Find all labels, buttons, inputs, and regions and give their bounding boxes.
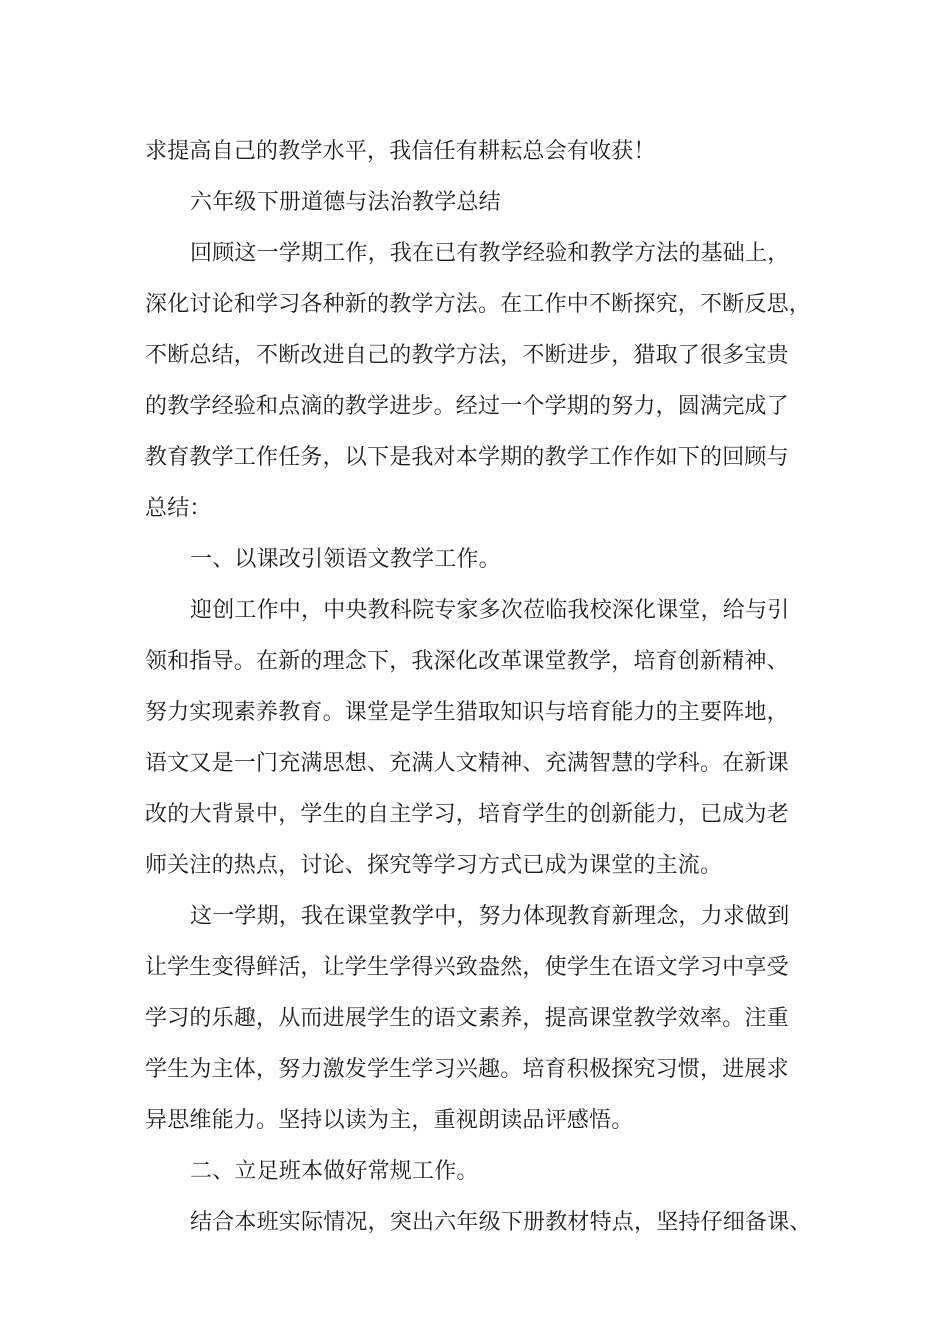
section-heading: 二、立足班本做好常规工作。	[190, 1159, 479, 1184]
text-line: 的教学经验和点滴的教学进步。经过一个学期的努力，圆满完成了	[145, 394, 789, 419]
text-line: 不断总结，不断改进自己的教学方法，不断进步，猎取了很多宝贵	[145, 343, 789, 368]
text-line: 总结：	[145, 496, 212, 521]
text-line: 迎创工作中，中央教科院专家多次莅临我校深化课堂，给与引	[190, 598, 790, 623]
section-title: 六年级下册道德与法治教学总结	[190, 190, 501, 215]
text-line: 师关注的热点，讨论、探究等学习方式已成为课堂的主流。	[145, 853, 723, 878]
text-line: 深化讨论和学习各种新的教学方法。在工作中不断探究，不断反思，	[145, 292, 812, 317]
text-line: 改的大背景中，学生的自主学习，培育学生的创新能力，已成为老	[145, 802, 789, 827]
text-line: 努力实现素养教育。课堂是学生猎取知识与培育能力的主要阵地，	[145, 700, 789, 725]
text-line: 教育教学工作任务，以下是我对本学期的教学工作作如下的回顾与	[145, 445, 789, 470]
text-line: 让学生变得鲜活，让学生学得兴致盎然，使学生在语文学习中享受	[145, 955, 789, 980]
text-line: 学生为主体，努力激发学生学习兴趣。培育积极探究习惯，进展求	[145, 1057, 789, 1082]
text-line: 学习的乐趣，从而进展学生的语文素养，提高课堂教学效率。注重	[145, 1006, 789, 1031]
section-heading: 一、以课改引领语文教学工作。	[190, 547, 501, 572]
text-line: 语文又是一门充满思想、充满人文精神、充满智慧的学科。在新课	[145, 751, 789, 776]
text-line: 异思维能力。坚持以读为主，重视朗读品评感悟。	[145, 1108, 634, 1133]
text-line: 回顾这一学期工作，我在已有教学经验和教学方法的基础上，	[190, 241, 790, 266]
text-line: 这一学期，我在课堂教学中，努力体现教育新理念，力求做到	[190, 904, 790, 929]
text-line: 结合本班实际情况，突出六年级下册教材特点，坚持仔细备课、	[190, 1210, 812, 1235]
text-line: 领和指导。在新的理念下，我深化改革课堂教学，培育创新精神、	[145, 649, 789, 674]
text-line: 求提高自己的教学水平，我信任有耕耘总会有收获！	[145, 139, 656, 164]
